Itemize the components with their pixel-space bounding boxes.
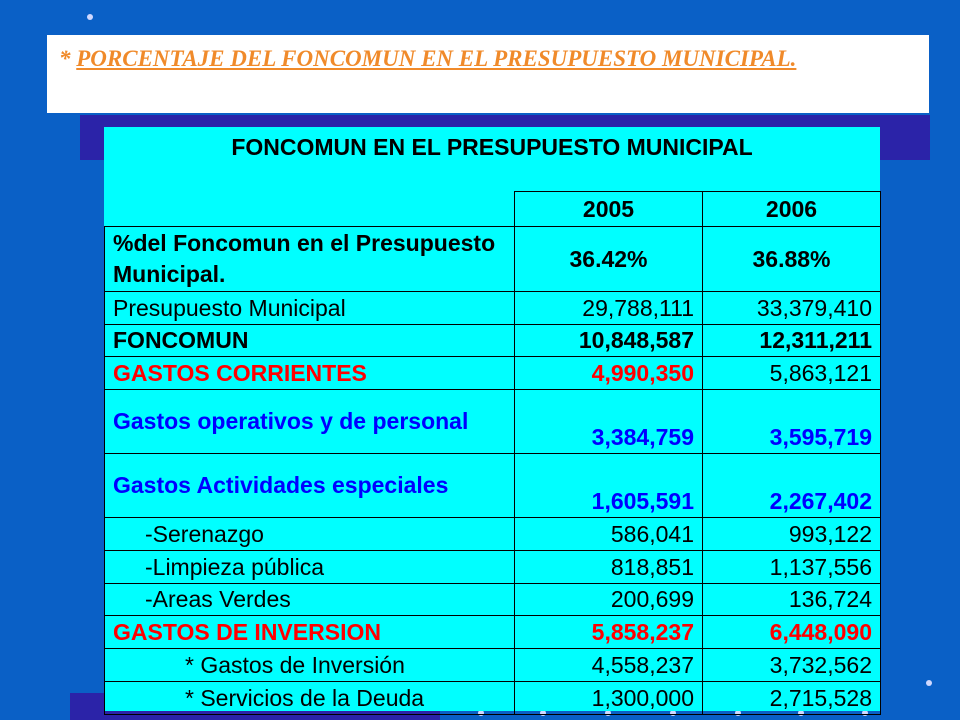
table-row (105, 292, 881, 325)
table-row (105, 682, 881, 715)
value-2005: 200,699 (515, 584, 703, 616)
value-2005: 36.42% (515, 227, 703, 292)
value-2005: 4,558,237 (515, 649, 703, 682)
title-text: PORCENTAJE DEL FONCOMUN EN EL PRESUPUESTO MUNICIPAL. (76, 46, 797, 71)
value-2006: 3,595,719 (703, 390, 881, 454)
row-label: -Serenazgo (105, 518, 515, 551)
value-2005: 1,300,000 (515, 682, 703, 715)
table-header-row (105, 192, 881, 227)
row-label: Gastos Actividades especiales (105, 454, 515, 518)
table-row (105, 325, 881, 357)
table-row (105, 454, 881, 518)
table-row (105, 551, 881, 584)
table-row (105, 227, 881, 292)
value-2005: 29,788,111 (515, 292, 703, 325)
title-bullet: * (59, 46, 77, 71)
value-2006: 1,137,556 (703, 551, 881, 584)
row-label: -Areas Verdes (105, 584, 515, 616)
row-label: * Servicios de la Deuda (105, 682, 515, 715)
value-2006: 136,724 (703, 584, 881, 616)
value-2005: 4,990,350 (515, 357, 703, 390)
value-2006: 3,732,562 (703, 649, 881, 682)
row-label: Presupuesto Municipal (105, 292, 515, 325)
value-2005: 586,041 (515, 518, 703, 551)
value-2006: 12,311,211 (703, 325, 881, 357)
empty-header-cell (105, 192, 515, 227)
table-row (105, 584, 881, 616)
table-row (105, 357, 881, 390)
row-label: FONCOMUN (105, 325, 515, 357)
table-title: FONCOMUN EN EL PRESUPUESTO MUNICIPAL (231, 134, 753, 160)
decorative-dot (87, 14, 93, 20)
row-label: GASTOS CORRIENTES (105, 357, 515, 390)
value-2006: 6,448,090 (703, 616, 881, 649)
slide-title (59, 43, 889, 75)
row-label: %del Foncomun en el Presupuesto Municipal. (105, 227, 515, 292)
table-row (105, 616, 881, 649)
value-2006: 993,122 (703, 518, 881, 551)
value-2006: 33,379,410 (703, 292, 881, 325)
year-header-2006: 2006 (703, 192, 881, 227)
value-2006: 2,715,528 (703, 682, 881, 715)
table-row (105, 390, 881, 454)
value-2005: 1,605,591 (515, 454, 703, 518)
year-header-2005: 2005 (515, 192, 703, 227)
decorative-dot (926, 680, 932, 686)
value-2005: 3,384,759 (515, 390, 703, 454)
value-2005: 5,858,237 (515, 616, 703, 649)
value-2006: 2,267,402 (703, 454, 881, 518)
row-label: GASTOS DE INVERSION (105, 616, 515, 649)
row-label: * Gastos de Inversión (105, 649, 515, 682)
table-row (105, 649, 881, 682)
row-label: -Limpieza pública (105, 551, 515, 584)
value-2006: 36.88% (703, 227, 881, 292)
table-row (105, 518, 881, 551)
value-2006: 5,863,121 (703, 357, 881, 390)
budget-table (104, 191, 881, 715)
value-2005: 10,848,587 (515, 325, 703, 357)
foncomun-table (104, 127, 880, 711)
value-2005: 818,851 (515, 551, 703, 584)
row-label: Gastos operativos y de personal (105, 390, 515, 454)
slide-header (47, 35, 929, 113)
